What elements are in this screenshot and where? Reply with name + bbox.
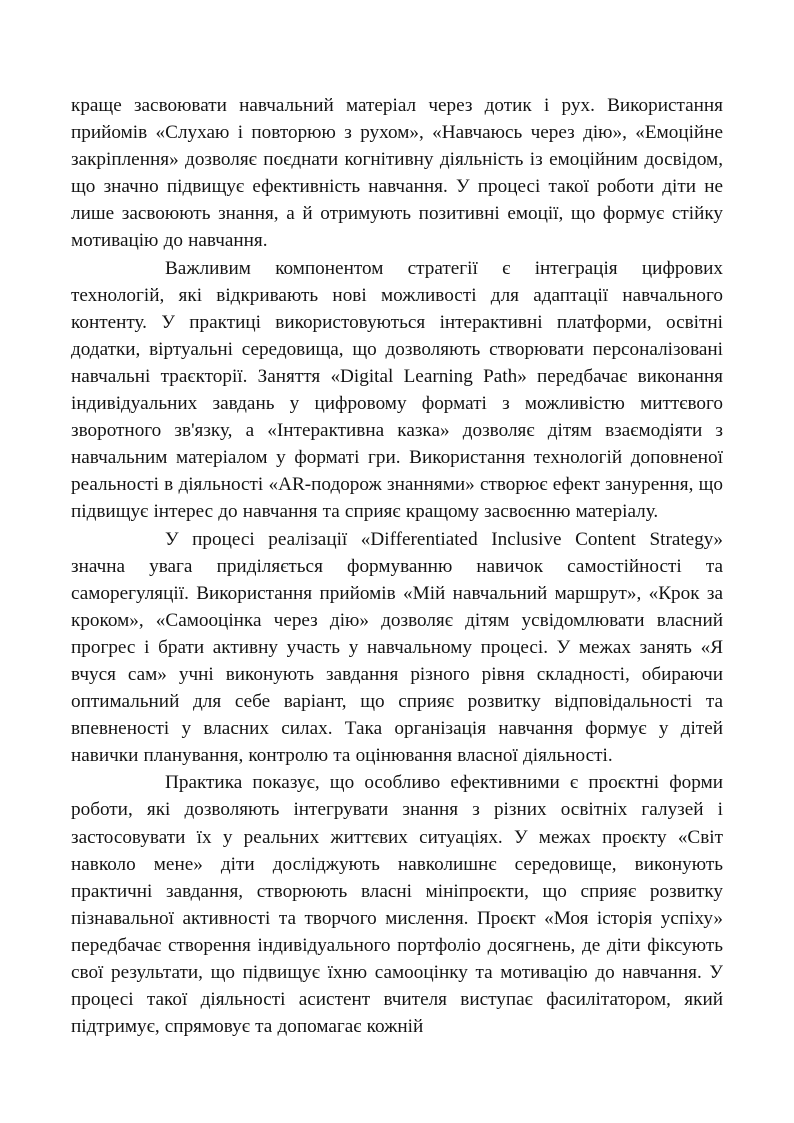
paragraph-digital-technologies: Важливим компонентом стратегії є інтеграція цифрових технологій, які відкривають нові можливості для адаптації навчального контенту. У практиці використовуються інтерактивні платформи, освітні додатки, віртуальні середовища, що дозволяють створювати персоналізовані навчальні траєкторії. Заняття «Digital Learning Path» передбачає виконання індивідуальних завдань у цифровому форматі з можливістю миттєвого зворотного зв'язку, а «Інтерактивна казка» дозволяє дітям взаємодіяти з навчальним матеріалом у форматі гри. Використання технологій доповненої реальності в діяльності «AR-подорож знаннями» створює ефект занурення, що підвищує інтерес до навчання та сприяє кращому засвоєнню матеріалу. — [71, 257, 723, 523]
paragraph-continuation: краще засвоювати навчальний матеріал через дотик і рух. Використання прийомів «Слухаю і повторюю з рухом», «Навчаюсь через дію», «Емоційне закріплення» дозволяє поєднати когнітивну діяльність із емоційним досвідом, що значно підвищує ефективність навчання. У процесі такої роботи діти не лише засвоюють знання, а й отримують позитивні емоції, що формує стійку мотивацію до навчання. — [71, 95, 723, 252]
body-text-column — [71, 92, 723, 1040]
paragraph-inclusive-content-strategy: У процесі реалізації «Differentiated Inclusive Content Strategy» значна увага приділяється формуванню навичок самостійності та саморегуляції. Використання прийомів «Мій навчальний маршрут», «Крок за кроком», «Самооцінка через дію» дозволяє дітям усвідомлювати власний прогрес і брати активну участь у навчальному процесі. У межах занять «Я вчуся сам» учні виконують завдання різного рівня складності, обираючи оптимальний для себе варіант, що сприяє розвитку відповідальності та впевненості у власних силах. Така організація навчання формує у дітей навички планування, контролю та оцінювання власної діяльності. — [71, 528, 723, 767]
paragraph-project-based-work: Практика показує, що особливо ефективними є проєктні форми роботи, які дозволяють інтегрувати знання з різних освітніх галузей і застосовувати їх у реальних життєвих ситуаціях. У межах проєкту «Світ навколо мене» діти досліджують навколишнє середовище, виконують практичні завдання, створюють власні мініпроєкти, що сприяє розвитку пізнавальної активності та творчого мислення. Проєкт «Моя історія успіху» передбачає створення індивідуального портфоліо досягнень, де діти фіксують свої результати, що підвищує їхню самооцінку та мотивацію до навчання. У процесі такої діяльності асистент вчителя виступає фасилітатором, який підтримує, спрямовує та допомагає кожній — [71, 772, 723, 1038]
